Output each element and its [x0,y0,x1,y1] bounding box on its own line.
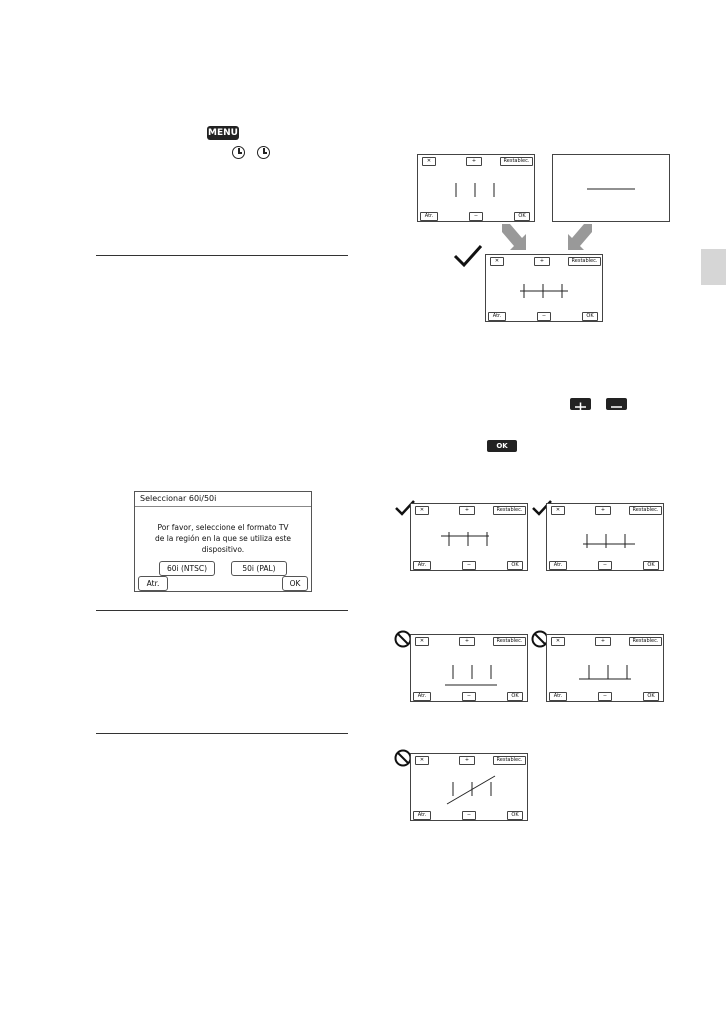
plus-button[interactable]: + [466,157,482,166]
back-button[interactable]: Atr. [413,561,431,570]
guide-lines [547,504,663,570]
close-button[interactable]: ✕ [422,157,436,166]
reset-button[interactable]: Restablec. [568,257,601,266]
close-button[interactable]: ✕ [490,257,504,266]
example-screen [410,503,528,571]
plus-button[interactable]: + [595,506,611,515]
arrow-icon [498,222,598,254]
example-screen [546,634,664,702]
back-button[interactable]: Atr. [549,561,567,570]
back-button[interactable]: Atr. [420,212,438,221]
guide-lines [547,635,663,701]
guide-lines [553,155,669,221]
calibration-screen [552,154,670,222]
guide-lines [411,754,527,820]
example-screen [546,503,664,571]
guide-lines [411,504,527,570]
close-button[interactable]: ✕ [415,506,429,515]
back-button[interactable]: Atr. [488,312,506,321]
dialog-message [141,522,305,555]
format-select-dialog [134,491,312,592]
minus-button[interactable]: − [462,561,476,570]
guide-lines [418,155,534,221]
calibration-screen [417,154,535,222]
minus-button[interactable]: − [598,692,612,701]
reset-button[interactable]: Restablec. [493,506,526,515]
menu-button-icon: MENU [208,128,238,138]
back-button[interactable]: Atr. [413,811,431,820]
reset-button[interactable]: Restablec. [493,637,526,646]
close-button[interactable]: ✕ [415,637,429,646]
dialog-title: Seleccionar 60i/50i [135,492,311,507]
ok-button[interactable]: OK [582,312,598,321]
ok-button[interactable]: OK [507,561,523,570]
plus-button-icon [570,398,591,410]
clock-icon [232,146,245,159]
ok-button[interactable]: OK [643,692,659,701]
check-icon [452,244,484,268]
minus-button[interactable]: − [598,561,612,570]
back-button[interactable]: Atr. [549,692,567,701]
minus-button[interactable]: − [462,692,476,701]
plus-button[interactable]: + [459,637,475,646]
minus-button[interactable]: − [469,212,483,221]
example-screen [410,634,528,702]
ok-button[interactable]: OK [514,212,530,221]
reset-button[interactable]: Restablec. [500,157,533,166]
dialog-message-line: Por favor, seleccione el formato TV [157,523,289,532]
pal-button[interactable]: 50i (PAL) [231,561,287,576]
close-button[interactable]: ✕ [551,506,565,515]
divider [96,255,348,256]
guide-lines [486,255,602,321]
plus-button[interactable]: + [534,257,550,266]
plus-button[interactable]: + [459,506,475,515]
back-button[interactable]: Atr. [413,692,431,701]
ok-button[interactable]: OK [507,692,523,701]
close-button[interactable]: ✕ [551,637,565,646]
clock-icon [257,146,270,159]
dialog-message-line: dispositivo. [201,545,245,554]
plus-button[interactable]: + [595,637,611,646]
ok-button[interactable]: OK [282,576,308,591]
dialog-message-line: de la región en la que se utiliza este [154,534,292,543]
reset-button[interactable]: Restablec. [629,637,662,646]
divider [96,733,348,734]
minus-button[interactable]: − [462,811,476,820]
divider [96,610,348,611]
ntsc-button[interactable]: 60i (NTSC) [159,561,215,576]
ok-button[interactable]: OK [643,561,659,570]
guide-lines [411,635,527,701]
reset-button[interactable]: Restablec. [629,506,662,515]
ok-button[interactable]: OK [507,811,523,820]
calibration-screen [485,254,603,322]
plus-button[interactable]: + [459,756,475,765]
example-screen [410,753,528,821]
back-button[interactable]: Atr. [138,576,168,591]
close-button[interactable]: ✕ [415,756,429,765]
ok-button-icon: OK [487,440,517,452]
minus-button[interactable]: − [537,312,551,321]
reset-button[interactable]: Restablec. [493,756,526,765]
section-tab [701,249,726,285]
minus-button-icon [606,398,627,410]
